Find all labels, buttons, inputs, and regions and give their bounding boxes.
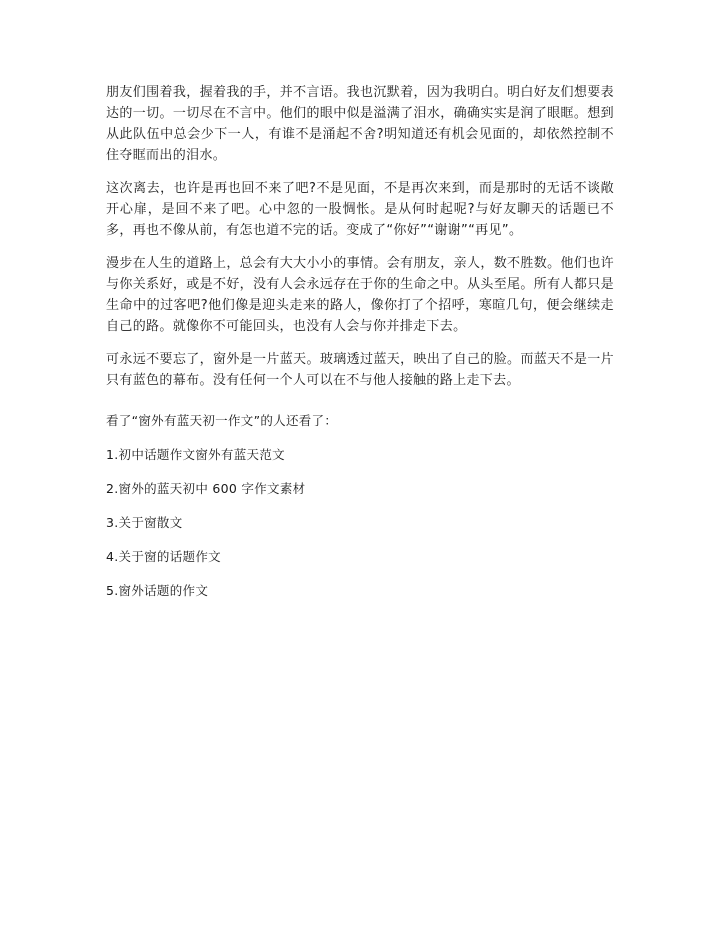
related-article-link[interactable]: 3.关于窗散文 xyxy=(106,515,183,530)
related-article-1[interactable] xyxy=(106,446,614,463)
related-article-link[interactable]: 1.初中话题作文窗外有蓝天范文 xyxy=(106,447,285,462)
related-article-link[interactable]: 2.窗外的蓝天初中 600 字作文素材 xyxy=(106,481,306,496)
related-articles-title: 看了“窗外有蓝天初一作文”的人还看了： xyxy=(106,413,338,428)
related-article-link[interactable]: 5.窗外话题的作文 xyxy=(106,583,209,598)
related-articles-list xyxy=(106,446,614,599)
article-body xyxy=(106,82,614,403)
article-paragraph-1: 朋友们围着我，握着我的手，并不言语。我也沉默着，因为我明白。明白好友们想要表达的一切。一切尽在不言中。他们的眼中似是溢满了泪水，确确实实是润了眼眶。想到从此队伍中总会少下一人，有谁不是涌起不舍?明知道还有机会见面的，却依然控制不住夺眶而出的泪水。 xyxy=(106,85,614,163)
related-article-link[interactable]: 4.关于窗的话题作文 xyxy=(106,549,221,564)
related-article-5[interactable] xyxy=(106,582,614,599)
article-paragraph-3: 漫步在人生的道路上，总会有大大小小的事情。会有朋友，亲人，数不胜数。他们也许与你关系好，或是不好，没有人会永远存在于你的生命之中。从头至尾。所有人都只是生命中的过客吧?他们像是迎头走来的路人，像你打了个招呼，寒暄几句，便会继续走自己的路。就像你不可能回头，也没有人会与你并排走下去。 xyxy=(106,256,614,334)
related-articles xyxy=(106,412,614,616)
related-article-3[interactable] xyxy=(106,514,614,531)
related-article-2[interactable] xyxy=(106,480,614,497)
article-paragraph-2: 这次离去，也许是再也回不来了吧?不是见面，不是再次来到，而是那时的无话不谈敞开心扉，是回不来了吧。心中忽的一股惆怅。是从何时起呢?与好友聊天的话题已不多，再也不像从前，有怎也道不完的话。变成了“你好”“谢谢”“再见”。 xyxy=(106,181,614,238)
article-paragraph-4: 可永远不要忘了，窗外是一片蓝天。玻璃透过蓝天，映出了自己的脸。而蓝天不是一片只有蓝色的幕布。没有任何一个人可以在不与他人接触的路上走下去。 xyxy=(106,352,614,388)
related-article-4[interactable] xyxy=(106,548,614,565)
